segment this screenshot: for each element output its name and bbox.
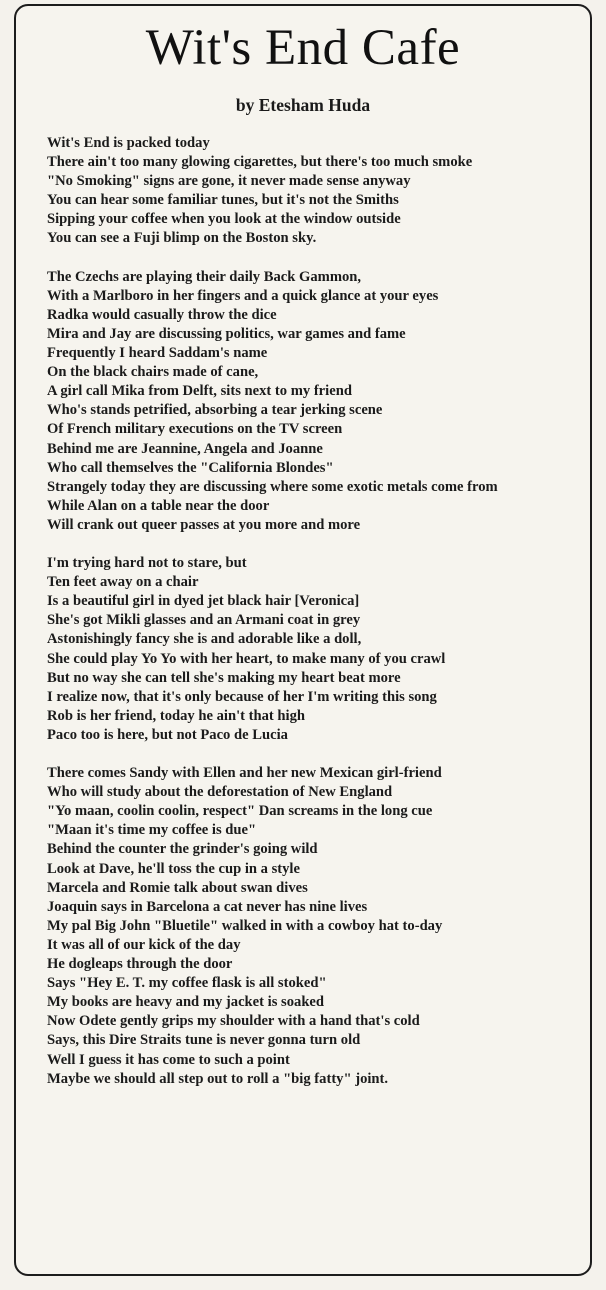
poem-line: Says, this Dire Straits tune is never gonna turn old (47, 1032, 361, 1049)
poem-line: I'm trying hard not to stare, but (47, 555, 247, 572)
poem-line: Wit's End is packed today (47, 135, 210, 151)
poem-line: While Alan on a table near the door (47, 497, 270, 514)
poem-line: Mira and Jay are discussing politics, war games and fame (47, 325, 406, 342)
poem-line: It was all of our kick of the day (47, 936, 241, 953)
poem-line: But no way she can tell she's making my heart beat more (47, 669, 401, 686)
poem-line: Astonishingly fancy she is and adorable like a doll, (47, 631, 362, 648)
poem-line: Sipping your coffee when you look at the window outside (47, 211, 401, 228)
poem-line: Who call themselves the "California Blondes" (47, 459, 334, 476)
poem-line: I realize now, that it's only because of her I'm writing this song (47, 688, 437, 705)
article-title: Wit's End Cafe (145, 20, 461, 76)
poem-line: There ain't too many glowing cigarettes, but there's too much smoke (47, 154, 473, 171)
poem-stanza (33, 268, 587, 535)
poem-stanza (33, 554, 587, 745)
poem-line: Behind me are Jeannine, Angela and Joanne (47, 440, 323, 457)
poem-line: She's got Mikli glasses and an Armani coat in grey (47, 612, 361, 629)
poem-stanza (33, 764, 587, 1089)
poem-line: Behind the counter the grinder's going wild (47, 841, 318, 858)
poem-line: Paco too is here, but not Paco de Lucia (47, 726, 288, 743)
poem-line: Rob is her friend, today he ain't that high (47, 707, 305, 724)
poem-line: She could play Yo Yo with her heart, to make many of you crawl (47, 650, 446, 667)
poem-line: Well I guess it has come to such a point (47, 1051, 290, 1068)
poem-line: Radka would casually throw the dice (47, 306, 277, 323)
poem-line: Joaquin says in Barcelona a cat never has nine lives (47, 898, 368, 915)
poem-stanza (33, 134, 587, 249)
poem-line: On the black chairs made of cane, (47, 364, 259, 381)
poem-line: "No Smoking" signs are gone, it never made sense anyway (47, 173, 411, 190)
poem-line: You can hear some familiar tunes, but it's not the Smiths (47, 192, 399, 209)
poem-line: Strangely today they are discussing where some exotic metals come from (47, 478, 498, 495)
poem-line: With a Marlboro in her fingers and a quick glance at your eyes (47, 287, 439, 304)
poem-line: My pal Big John "Bluetile" walked in with a cowboy hat to-day (47, 917, 443, 934)
poem-line: Maybe we should all step out to roll a "big fatty" joint. (47, 1070, 389, 1087)
poem-line: There comes Sandy with Ellen and her new Mexican girl-friend (47, 765, 442, 782)
poem-line: You can see a Fuji blimp on the Boston sky. (47, 230, 317, 247)
poem-line: The Czechs are playing their daily Back Gammon, (47, 268, 362, 285)
poem-body (33, 134, 587, 1108)
poem-line: Will crank out queer passes at you more and more (47, 516, 361, 533)
poem-line: Frequently I heard Saddam's name (47, 345, 268, 362)
poem-line: Who's stands petrified, absorbing a tear jerking scene (47, 402, 383, 419)
poem-line: Is a beautiful girl in dyed jet black hair [Veronica] (47, 593, 360, 610)
article-byline: by Etesham Huda (235, 95, 371, 115)
poem-line: Now Odete gently grips my shoulder with a hand that's cold (47, 1013, 420, 1030)
poem-line: "Maan it's time my coffee is due" (47, 822, 257, 839)
poem-line: Of French military executions on the TV screen (47, 421, 343, 438)
poem-line: Marcela and Romie talk about swan dives (47, 879, 308, 896)
poem-line: Says "Hey E. T. my coffee flask is all stoked" (47, 975, 327, 992)
poem-line: "Yo maan, coolin coolin, respect" Dan screams in the long cue (47, 803, 433, 820)
poem-line: A girl call Mika from Delft, sits next to my friend (47, 383, 352, 400)
poem-line: Ten feet away on a chair (47, 574, 199, 591)
poem-line: Look at Dave, he'll toss the cup in a style (47, 860, 300, 877)
poem-line: He dogleaps through the door (47, 956, 233, 973)
poem-line: My books are heavy and my jacket is soaked (47, 994, 325, 1011)
poem-line: Who will study about the deforestation of New England (47, 784, 393, 801)
